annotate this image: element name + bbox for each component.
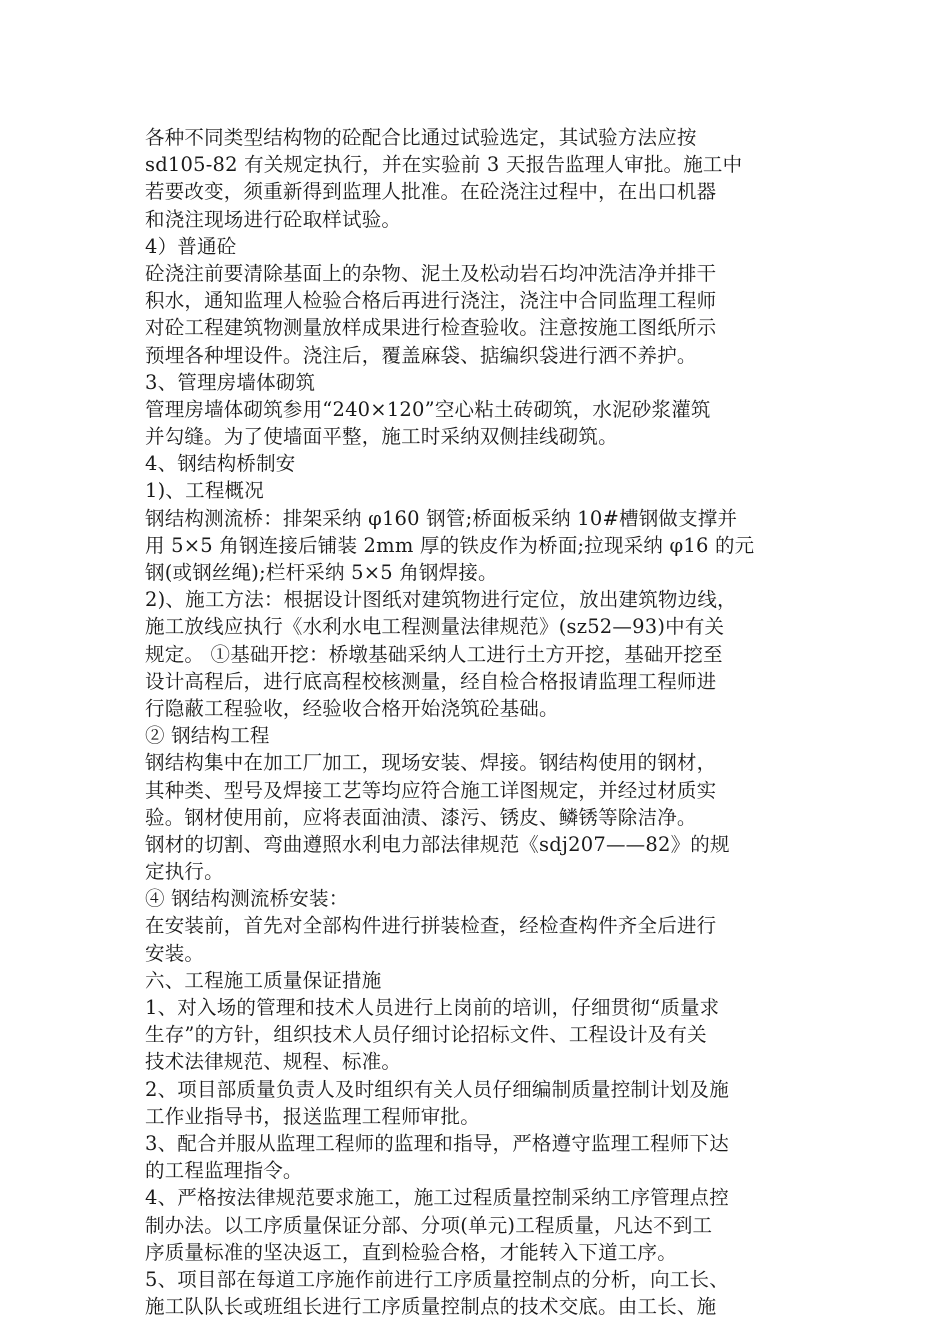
text-line: 生存”的方针，组织技术人员仔细讨论招标文件、工程设计及有关 (145, 1023, 707, 1047)
text-line: ④ 钢结构测流桥安装： (145, 887, 349, 911)
text-line: 1)、工程概况 (145, 479, 264, 503)
text-line: 砼浇注前要清除基面上的杂物、泥土及松动岩石均冲洗洁净并排干 (145, 261, 717, 285)
text-line: 4、钢结构桥制安 (145, 452, 296, 476)
text-line: 设计高程后，进行底高程校核测量，经自检合格报请监理工程师进 (145, 669, 717, 693)
text-line: 2、项目部质量负责人及时组织有关人员仔细编制质量控制计划及施 (145, 1077, 729, 1101)
text-line: 预埋各种埋设件。浇注后，覆盖麻袋、掂编织袋进行洒不养护。 (145, 343, 697, 367)
text-line: 2)、施工方法：根据设计图纸对建筑物进行定位，放出建筑物边线， (145, 588, 737, 612)
text-line: 规定。 ①基础开挖：桥墩基础采纳人工进行土方开挖，基础开挖至 (145, 642, 723, 666)
text-line: 1、对入场的管理和技术人员进行上岗前的培训，仔细贯彻“质量求 (145, 996, 720, 1019)
text-line: 序质量标准的坚决返工，直到检验合格，才能转入下道工序。 (145, 1240, 677, 1264)
text-line: 技术法律规范、规程、标准。 (145, 1050, 402, 1074)
text-line: 3、配合并服从监理工程师的监理和指导，严格遵守监理工程师下达 (145, 1131, 729, 1155)
text-line: 各种不同类型结构物的砼配合比通过试验选定，其试验方法应按 (145, 126, 697, 149)
text-line: ② 钢结构工程 (145, 724, 270, 748)
text-line: 钢材的切割、弯曲遵照水利电力部法律规范《sdj207——82》的规 (145, 832, 730, 856)
text-line: 积水，通知监理人检验合格后再进行浇注，浇注中合同监理工程师 (145, 289, 717, 313)
text-line: 钢结构测流桥：排架采纳 φ160 钢管;桥面板采纳 10#槽钢做支撑并 (145, 506, 738, 530)
text-line: 行隐蔽工程验收，经验收合格开始浇筑砼基础。 (145, 696, 559, 720)
text-line: 管理房墙体砌筑参用“240×120”空心粘土砖砌筑，水泥砂浆灌筑 (145, 397, 711, 421)
text-line: 工作业指导书，报送监理工程师审批。 (145, 1104, 480, 1128)
text-line: 钢(或钢丝绳);栏杆采纳 5×5 角钢焊接。 (145, 561, 498, 584)
text-line: 4）普通砼 (145, 234, 237, 258)
text-line: 施工放线应执行《水利水电工程测量法律规范》(sz52—93)中有关 (145, 615, 725, 639)
text-line: 钢结构集中在加工厂加工，现场安装、焊接。钢结构使用的钢材， (145, 751, 717, 775)
text-line: 对砼工程建筑物测量放样成果进行检查验收。注意按施工图纸所示 (145, 316, 717, 340)
text-line: 和浇注现场进行砼取样试验。 (145, 207, 402, 231)
text-line: 并勾缝。为了使墙面平整，施工时采纳双侧挂线砌筑。 (145, 425, 618, 449)
text-line: 3、管理房墙体砌筑 (145, 370, 316, 394)
text-line: 验。钢材使用前，应将表面油渍、漆污、锈皮、鳞锈等除洁净。 (145, 805, 697, 829)
text-line: 定执行。 (145, 860, 224, 884)
text-line: sd105-82 有关规定执行，并在实验前 3 天报告监理人审批。施工中 (145, 153, 743, 177)
text-line: 的工程监理指令。 (145, 1159, 303, 1183)
text-line: 在安装前，首先对全部构件进行拼装检查，经检查构件齐全后进行 (145, 914, 717, 938)
text-line: 施工队队长或班组长进行工序质量控制点的技术交底。由工长、施 (145, 1295, 717, 1319)
text-line: 5、项目部在每道工序施作前进行工序质量控制点的分析，向工长、 (145, 1267, 729, 1291)
text-line: 安装。 (145, 941, 205, 965)
text-line: 六、工程施工质量保证措施 (145, 968, 382, 992)
text-line: 其种类、型号及焊接工艺等均应符合施工详图规定，并经过材质实 (145, 778, 717, 802)
text-line: 制办法。以工序质量保证分部、分项(单元)工程质量，凡达不到工 (145, 1213, 713, 1237)
text-line: 若要改变，须重新得到监理人批准。在砼浇注过程中，在出口机器 (145, 180, 717, 204)
text-line: 4、严格按法律规范要求施工，施工过程质量控制采纳工序管理点控 (145, 1186, 729, 1210)
text-line: 用 5×5 角钢连接后铺装 2mm 厚的铁皮作为桥面;拉现采纳 φ16 的元 (145, 533, 755, 557)
document-body (145, 124, 815, 1320)
